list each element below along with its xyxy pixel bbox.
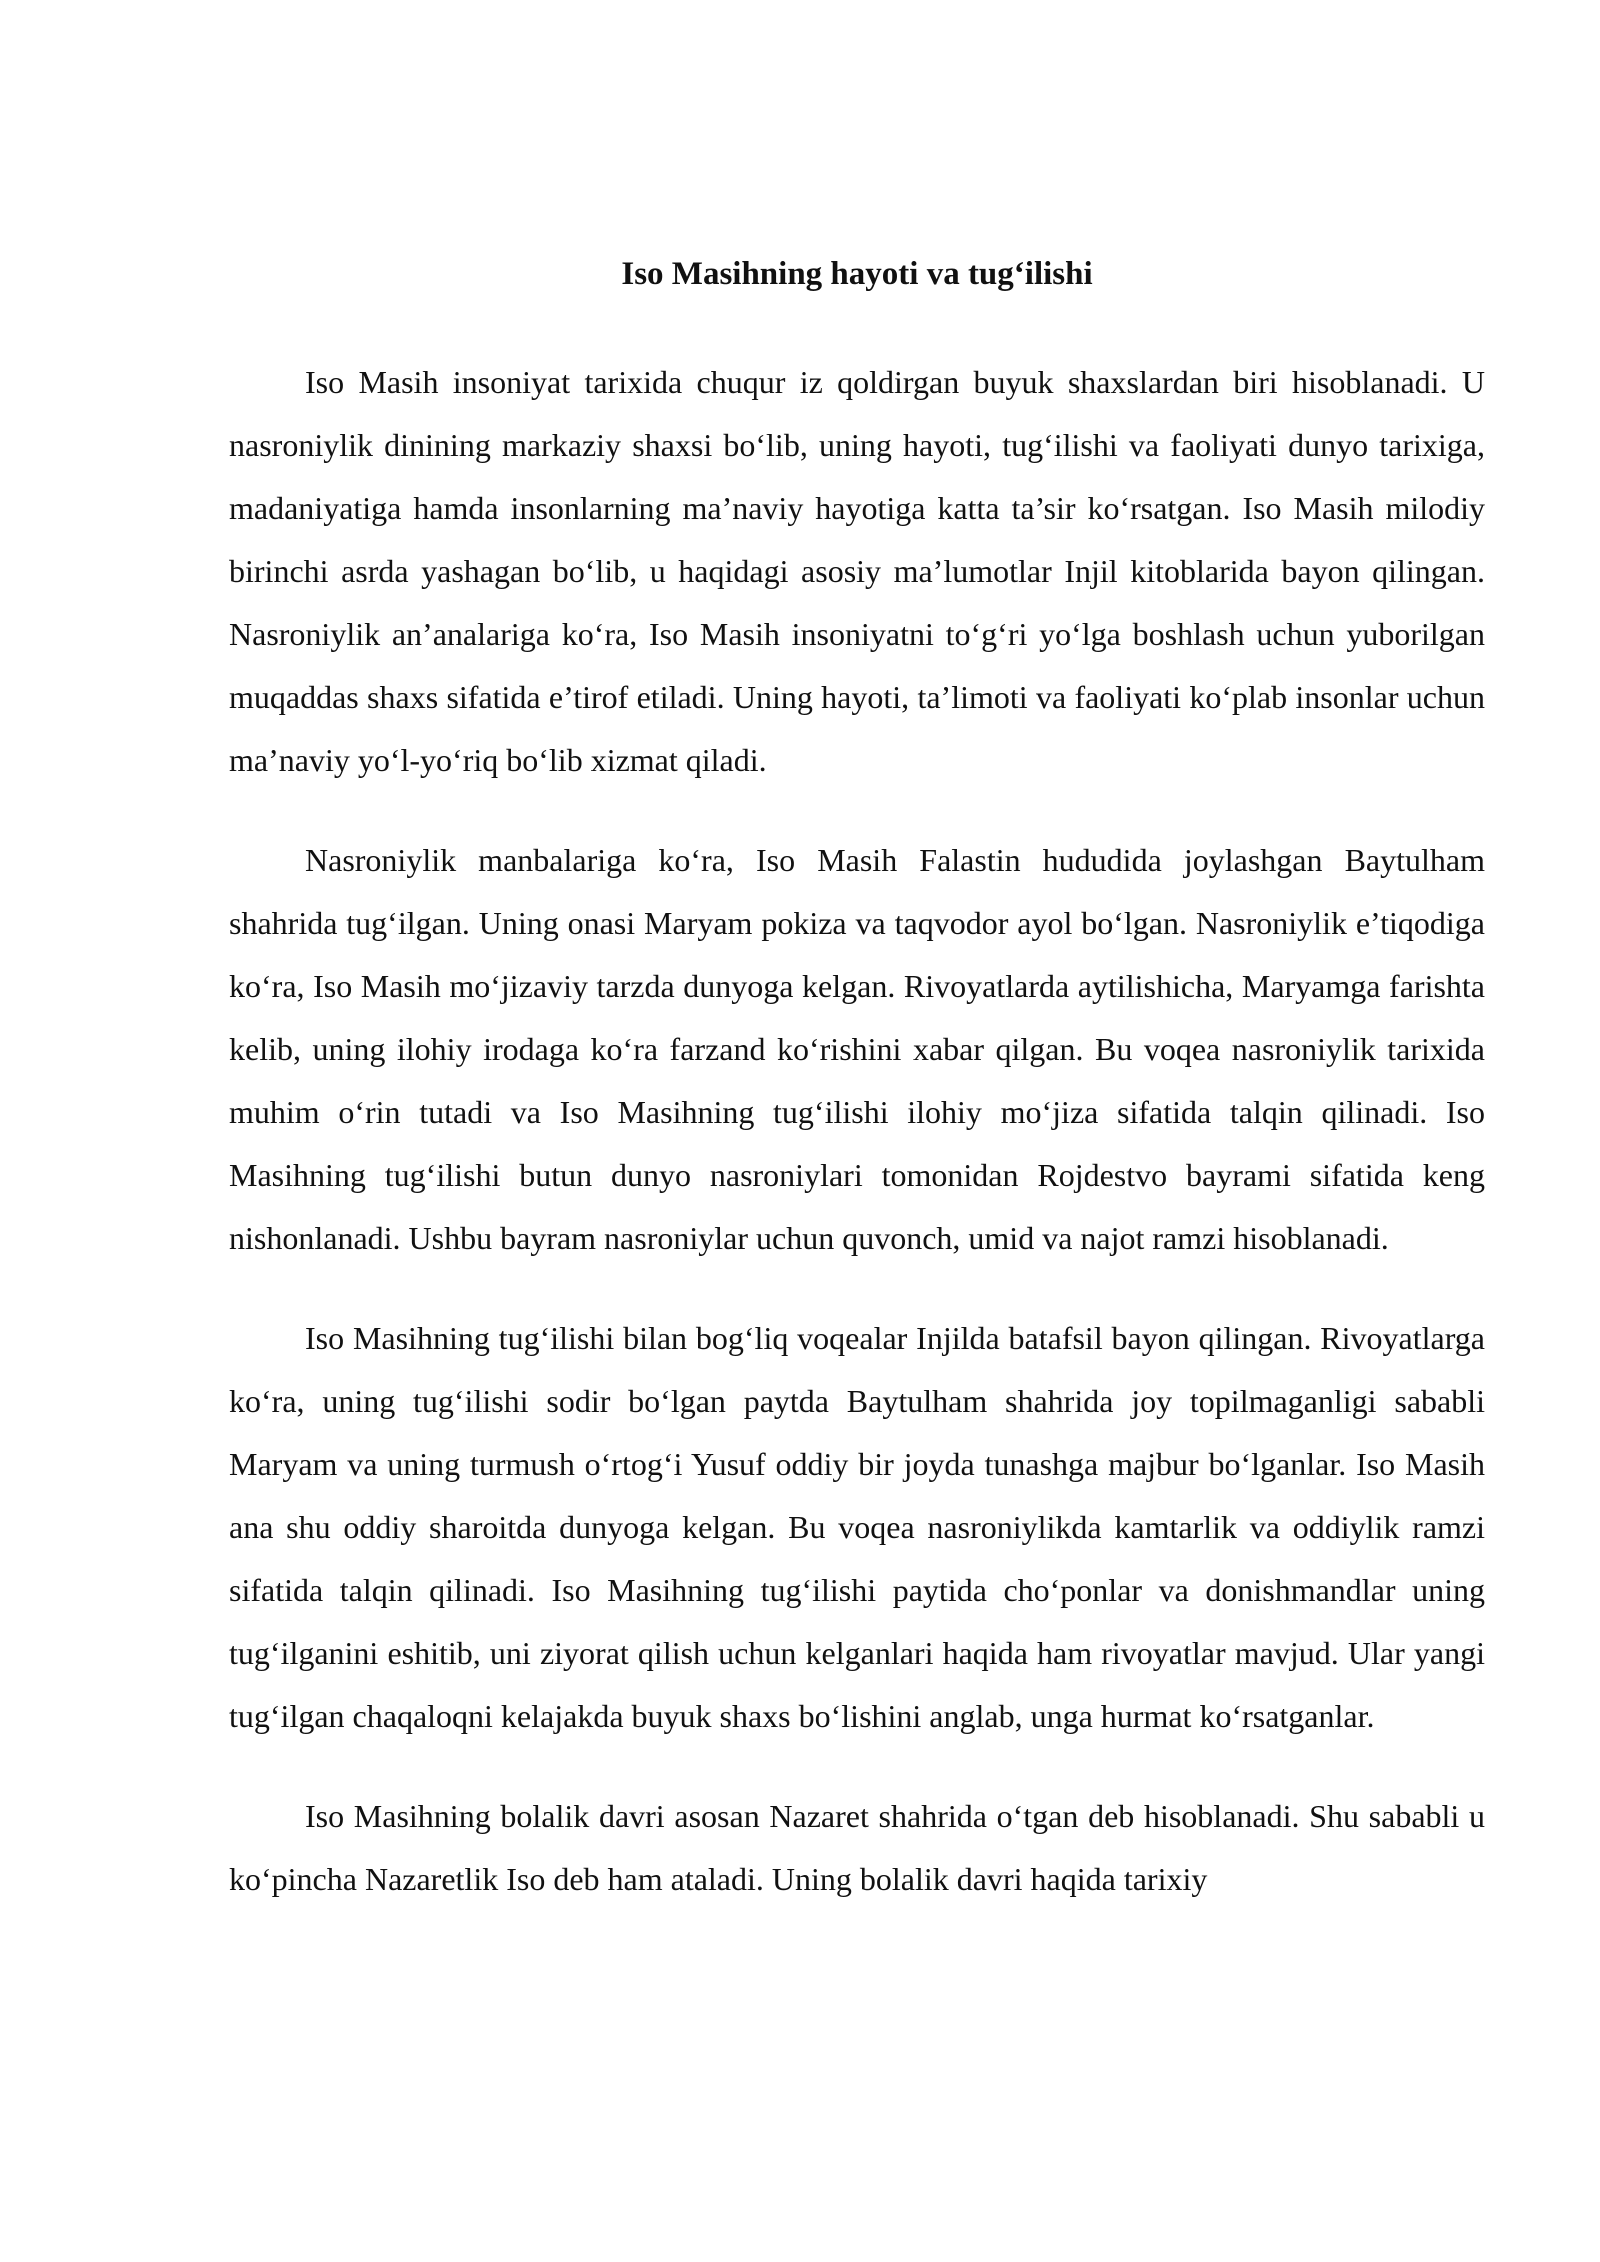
paragraph-1: Iso Masih insoniyat tarixida chuqur iz qoldirgan buyuk shaxslardan biri hisoblanadi. U nasroniylik dinining markaziy shaxsi bo‘lib, uning hayoti, tug‘ilishi va faoliyati dunyo tarixiga, madaniyatiga hamda insonlarning ma’naviy hayotiga katta ta’sir ko‘rsatgan. Iso Masih milodiy birinchi asrda yashagan bo‘lib, u haqidagi asosiy ma’lumotlar Injil kitoblarida bayon qilingan. Nasroniylik an’analariga ko‘ra, Iso Masih insoniyatni to‘g‘ri yo‘lga boshlash uchun yuborilgan muqaddas shaxs sifatida e’tirof etiladi. Uning hayoti, ta’limoti va faoliyati ko‘plab insonlar uchun ma’naviy yo‘l-yo‘riq bo‘lib xizmat qiladi.: [229, 364, 1485, 778]
document-body: [229, 351, 1485, 1948]
paragraph-3: Iso Masihning tug‘ilishi bilan bog‘liq voqealar Injilda batafsil bayon qilingan. Rivoyatlarga ko‘ra, uning tug‘ilishi sodir bo‘lgan paytda Baytulham shahrida joy topilmaganligi sababli Maryam va uning turmush o‘rtog‘i Yusuf oddiy bir joyda tunashga majbur bo‘lganlar. Iso Masih ana shu oddiy sharoitda dunyoga kelgan. Bu voqea nasroniylikda kamtarlik va oddiylik ramzi sifatida talqin qilinadi. Iso Masihning tug‘ilishi paytida cho‘ponlar va donishmandlar uning tug‘ilganini eshitib, uni ziyorat qilish uchun kelganlari haqida ham rivoyatlar mavjud. Ular yangi tug‘ilgan chaqaloqni kelajakda buyuk shaxs bo‘lishini anglab, unga hurmat ko‘rsatganlar.: [229, 1320, 1485, 1734]
paragraph-4: Iso Masihning bolalik davri asosan Nazaret shahrida o‘tgan deb hisoblanadi. Shu sababli u ko‘pincha Nazaretlik Iso deb ham ataladi. Uning bolalik davri haqida tarixiy: [229, 1798, 1485, 1897]
document-title: Iso Masihning hayoti va tug‘ilishi: [621, 256, 1093, 292]
paragraph-2: Nasroniylik manbalariga ko‘ra, Iso Masih Falastin hududida joylashgan Baytulham shahrida tug‘ilgan. Uning onasi Maryam pokiza va taqvodor ayol bo‘lgan. Nasroniylik e’tiqodiga ko‘ra, Iso Masih mo‘jizaviy tarzda dunyoga kelgan. Rivoyatlarda aytilishicha, Maryamga farishta kelib, uning ilohiy irodaga ko‘ra farzand ko‘rishini xabar qilgan. Bu voqea nasroniylik tarixida muhim o‘rin tutadi va Iso Masihning tug‘ilishi ilohiy mo‘jiza sifatida talqin qilinadi. Iso Masihning tug‘ilishi butun dunyo nasroniylari tomonidan Rojdestvo bayrami sifatida keng nishonlanadi. Ushbu bayram nasroniylar uchun quvonch, umid va najot ramzi hisoblanadi.: [229, 842, 1485, 1256]
